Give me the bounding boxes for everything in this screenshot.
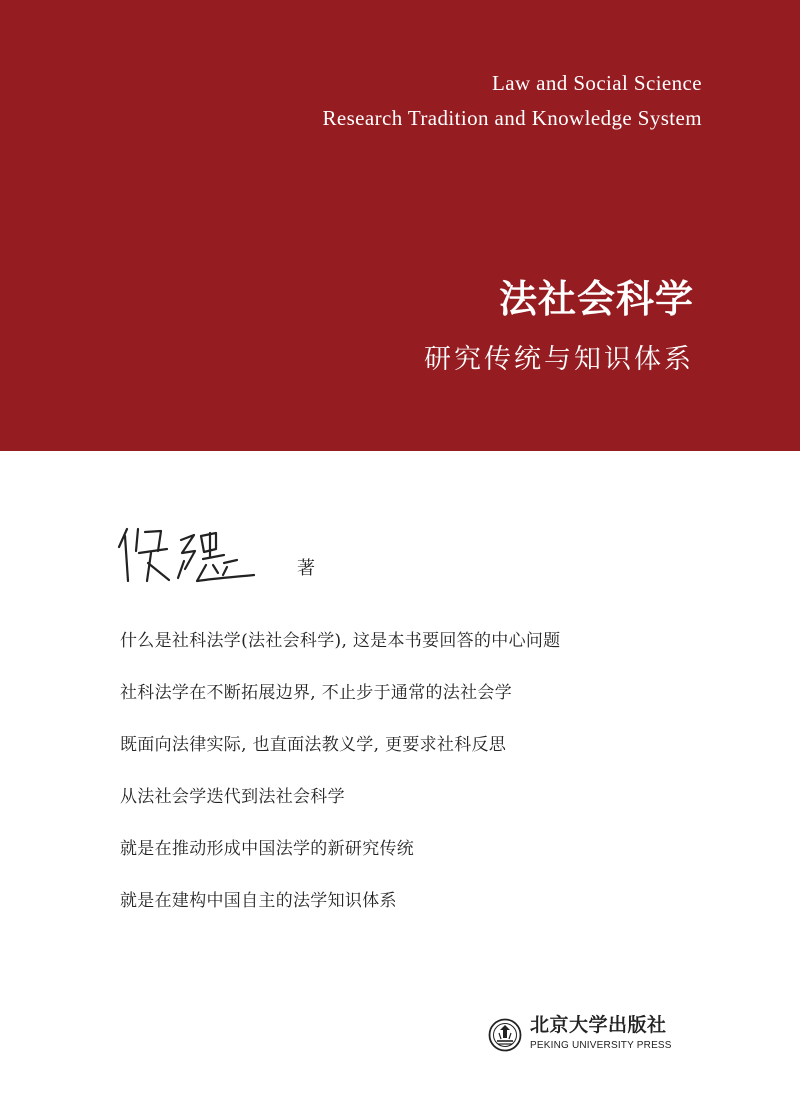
publisher-chinese-name: 北京大学出版社: [530, 1014, 667, 1036]
cover-blurb: [120, 627, 720, 939]
english-title-line-1: Law and Social Science: [492, 71, 702, 95]
blurb-line: 什么是社科法学(法社会科学), 这是本书要回答的中心问题: [120, 631, 561, 651]
publisher-logo: [488, 1016, 688, 1056]
university-seal-icon: [488, 1018, 522, 1052]
author-role: 著: [297, 558, 315, 579]
chinese-title: 法社会科学: [498, 277, 694, 321]
chinese-subtitle: 研究传统与知识体系: [424, 344, 694, 375]
blurb-line: 就是在建构中国自主的法学知识体系: [120, 891, 397, 911]
top-red-band: [0, 0, 800, 451]
author-signature-icon: [112, 515, 272, 595]
blurb-line: 就是在推动形成中国法学的新研究传统: [120, 839, 415, 859]
blurb-line: 既面向法律实际, 也直面法教义学, 更要求社科反思: [120, 735, 507, 755]
english-title-line-2: Research Tradition and Knowledge System: [322, 106, 702, 130]
blurb-line: 从法社会学迭代到法社会科学: [120, 787, 345, 807]
publisher-english-name: PEKING UNIVERSITY PRESS: [530, 1040, 672, 1051]
blurb-line: 社科法学在不断拓展边界, 不止步于通常的法社会学: [120, 683, 513, 703]
